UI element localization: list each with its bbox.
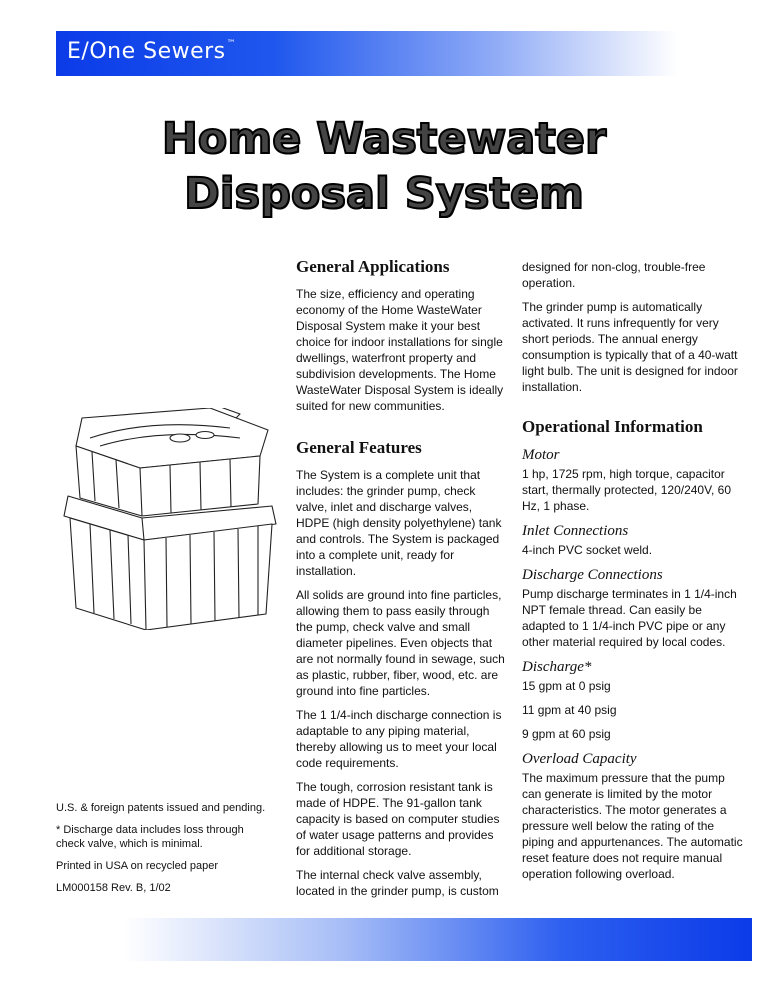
page-title bbox=[0, 112, 768, 222]
general-features-heading: General Features bbox=[296, 438, 422, 457]
column-right bbox=[522, 259, 744, 890]
discharge-connections-text: Pump discharge terminates in 1 1/4-inch NPT female thread. Can easily be adapted to 1 1/4-inch PVC pipe or any other material required by local codes. bbox=[522, 587, 737, 649]
title-line-1: Home Wastewater bbox=[161, 114, 607, 164]
discharge-rate: 15 gpm at 0 psig bbox=[522, 679, 611, 693]
patents-note: U.S. & foreign patents issued and pending. bbox=[56, 802, 266, 814]
general-features-paragraph: The tough, corrosion resistant tank is made of HDPE. The 91-gallon tank capacity is based on computer studies of water usage patterns and provides for additional storage. bbox=[296, 780, 500, 858]
general-features-paragraph: All solids are ground into fine particles, allowing them to pass easily through the pump, check valve and small diameter pipelines. Even objects that are not normally found in sewage, such as plastic, rubber, fiber, wood, etc. are ground into fine particles. bbox=[296, 588, 505, 698]
footer-notes bbox=[56, 801, 268, 903]
discharge-rate: 11 gpm at 40 psig bbox=[522, 703, 617, 717]
inlet-connections-text: 4-inch PVC socket weld. bbox=[522, 543, 653, 557]
general-applications-paragraph: The size, efficiency and operating economy of the Home WasteWater Disposal System make it your best choice for indoor installations for single dwellings, waterfront property and subdivision developments. The Home WasteWater Disposal System is ideally suited for new communities. bbox=[296, 287, 504, 413]
column-left bbox=[296, 257, 508, 907]
bottom-gradient-bar bbox=[124, 918, 752, 961]
document-id: LM000158 Rev. B, 1/02 bbox=[56, 882, 171, 894]
general-features-paragraph: The 1 1/4-inch discharge connection is adaptable to any piping material, thereby allowing us to meet your local code requirements. bbox=[296, 708, 502, 770]
grinder-pump-unit-illustration bbox=[60, 408, 280, 630]
general-features-paragraph: The internal check valve assembly, located in the grinder pump, is custom bbox=[296, 868, 499, 898]
overload-capacity-heading: Overload Capacity bbox=[522, 751, 637, 767]
intro-paragraph: designed for non-clog, trouble-free operation. bbox=[522, 260, 706, 290]
discharge-footnote: * Discharge data includes loss through check valve, which is minimal. bbox=[56, 824, 244, 850]
general-features-paragraph: The System is a complete unit that includes: the grinder pump, check valve, inlet and discharge valves, HDPE (high density polyethylene) tank and controls. The System is packaged into a complete unit, ready for installation. bbox=[296, 468, 502, 578]
motor-text: 1 hp, 1725 rpm, high torque, capacitor start, thermally protected, 120/240V, 60 Hz, 1 phase. bbox=[522, 467, 732, 513]
printed-note: Printed in USA on recycled paper bbox=[56, 860, 219, 872]
overload-capacity-text: The maximum pressure that the pump can generate is limited by the motor characteristics. The motor generates a pressure well below the rating of the piping and appurtenances. The automatic reset feature does not require manual operation following overload. bbox=[522, 771, 743, 881]
brand-banner bbox=[56, 31, 678, 76]
title-line-2: Disposal System bbox=[184, 169, 584, 219]
inlet-connections-heading: Inlet Connections bbox=[522, 523, 629, 539]
intro-paragraph: The grinder pump is automatically activated. It runs infrequently for very short periods. The annual energy consumption is typically that of a 40-watt light bulb. The unit is designed for indoor installation. bbox=[522, 300, 738, 394]
discharge-heading: Discharge* bbox=[522, 659, 592, 675]
discharge-rate: 9 gpm at 60 psig bbox=[522, 727, 611, 741]
discharge-connections-heading: Discharge Connections bbox=[522, 567, 663, 583]
brand-logo: E/One Sewers™ bbox=[67, 39, 237, 64]
operational-information-heading: Operational Information bbox=[522, 417, 703, 436]
general-applications-heading: General Applications bbox=[296, 257, 450, 276]
motor-heading: Motor bbox=[522, 447, 560, 463]
